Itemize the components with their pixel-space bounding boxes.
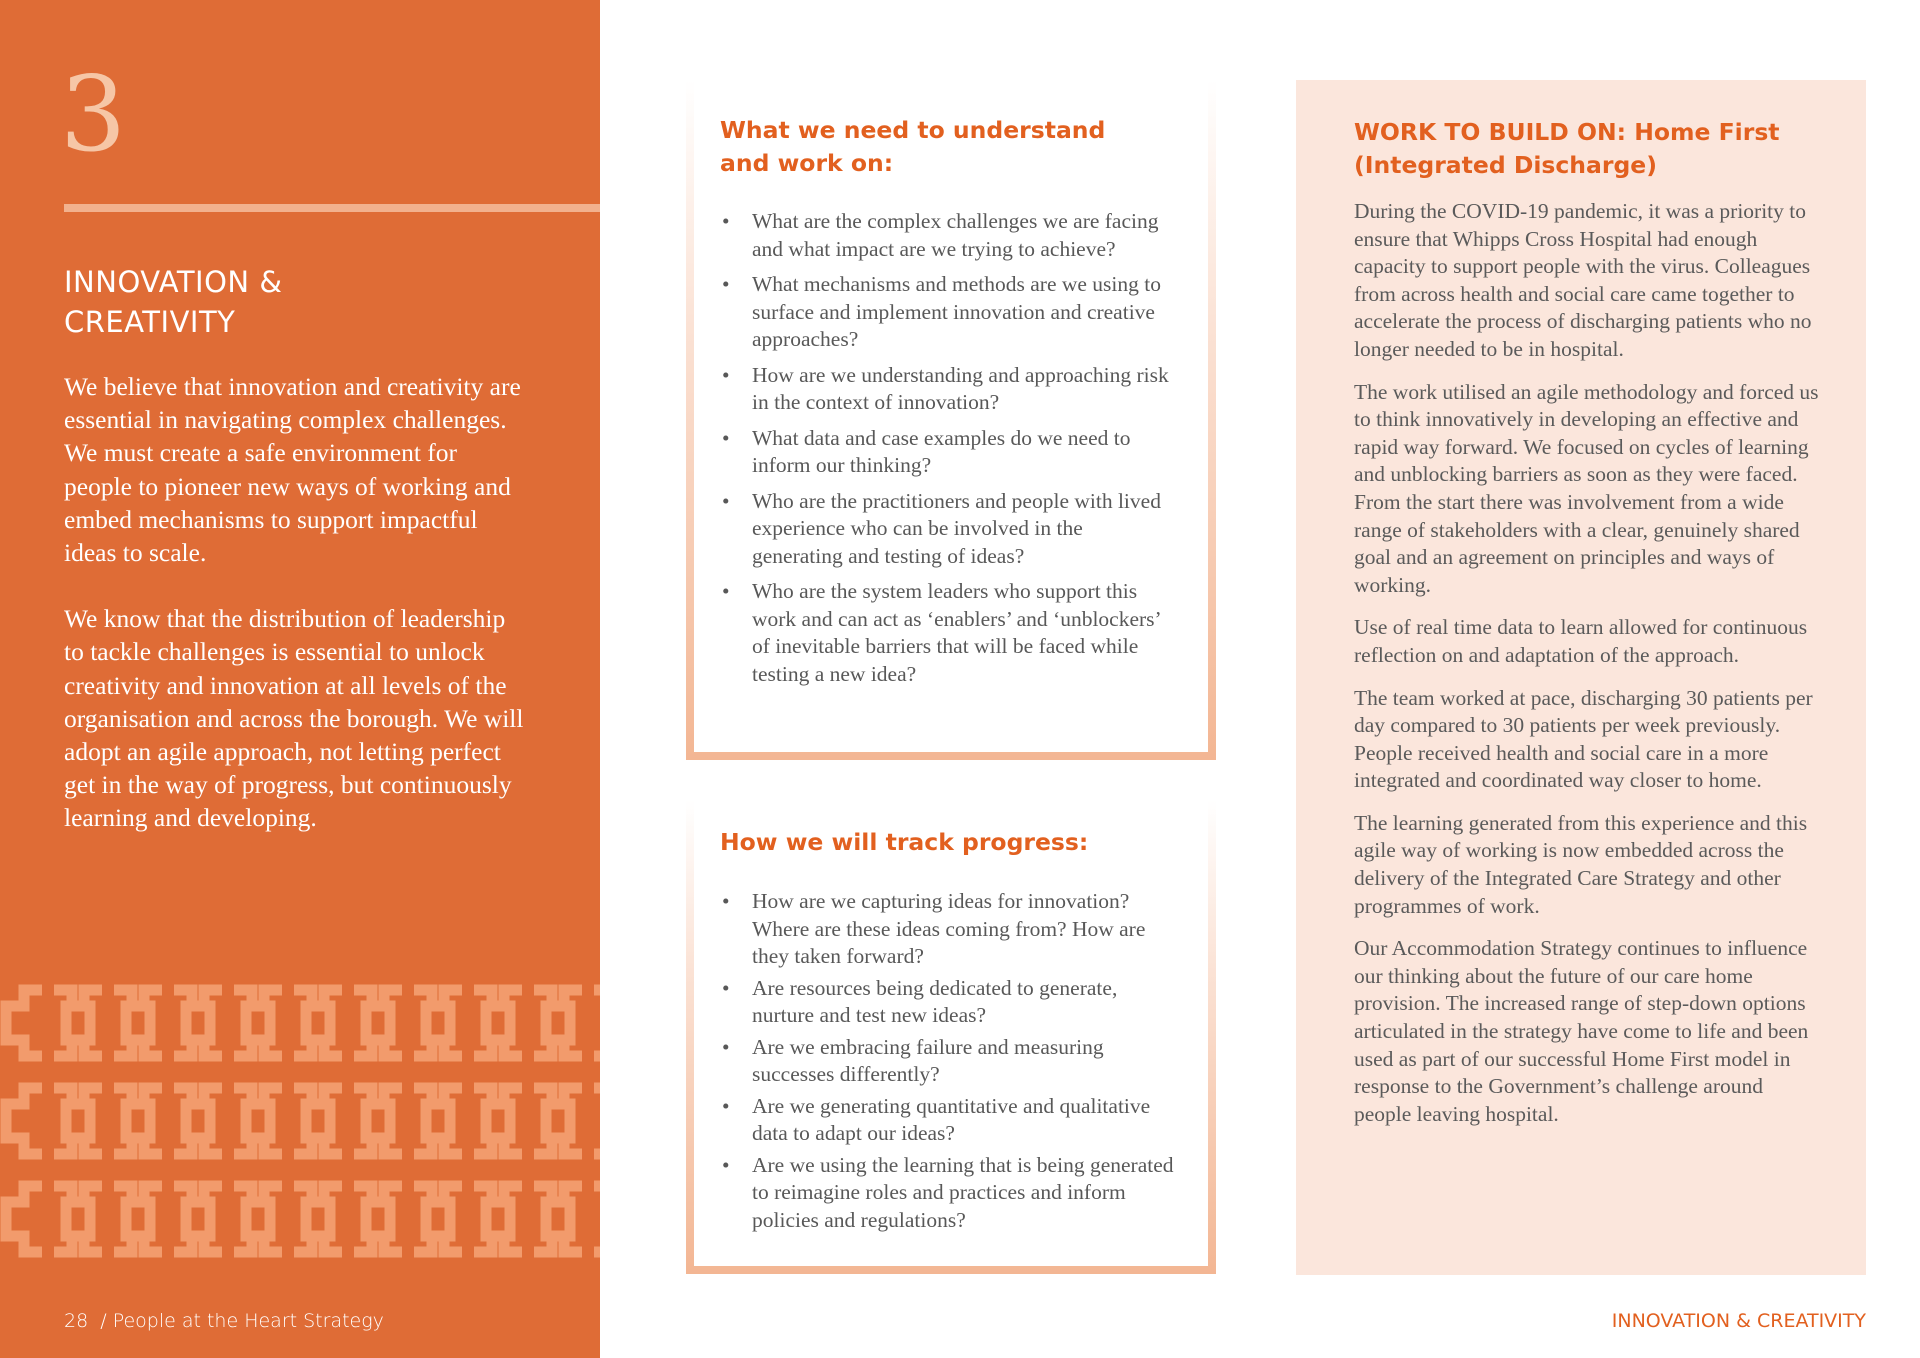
list-item: • What mechanisms and methods are we using to surface and implement innovation and creative approaches? bbox=[720, 271, 1170, 354]
understand-card bbox=[694, 80, 1208, 752]
case-study-paragraph: Our Accommodation Strategy continues to influence our thinking about the future of our care home provision. The increased range of step-down options articulated in the strategy have come to life and been used as part of our successful Home First model in response to the Government’s challenge around people leaving hospital. bbox=[1354, 936, 1809, 1126]
footer-separator: / bbox=[100, 1310, 107, 1332]
case-study-text bbox=[1354, 198, 1824, 1143]
intro-text bbox=[64, 370, 524, 868]
case-study-paragraph: Use of real time data to learn allowed for continuous reflection on and adaptation of the approach. bbox=[1354, 615, 1808, 667]
case-study-paragraph: During the COVID-19 pandemic, it was a priority to ensure that Whipps Cross Hospital had enough capacity to support people with the virus. Colleagues from across health and social care came together to accelerate the process of discharging patients who no longer needed to be in hospital. bbox=[1354, 199, 1812, 361]
document-title: People at the Heart Strategy bbox=[112, 1310, 384, 1332]
section-title-line-2: CREATIVITY bbox=[64, 305, 236, 339]
decorative-pattern bbox=[0, 980, 600, 1270]
list-item: • Are we embracing failure and measuring successes differently? bbox=[720, 1034, 1176, 1089]
section-footer-label: INNOVATION & CREATIVITY bbox=[1611, 1310, 1866, 1332]
case-study-title: WORK TO BUILD ON: Home First (Integrated Discharge) bbox=[1354, 118, 1780, 179]
case-study-paragraph: The learning generated from this experience and this agile way of working is now embedded across the delivery of the Integrated Care Strategy and other programmes of work. bbox=[1354, 810, 1808, 918]
list-item: • What data and case examples do we need to inform our thinking? bbox=[720, 425, 1170, 480]
pattern-row-1 bbox=[6, 990, 600, 1056]
section-title bbox=[64, 262, 282, 342]
section-title-line-1: INNOVATION & bbox=[64, 265, 283, 299]
pattern-row-2 bbox=[6, 1088, 600, 1154]
list-item: • Are resources being dedicated to generate, nurture and test new ideas? bbox=[720, 975, 1176, 1030]
page-number: 28 bbox=[64, 1310, 89, 1332]
case-study-box bbox=[1296, 80, 1866, 1275]
list-item: • How are we capturing ideas for innovation? Where are these ideas coming from? How are they taken forward? bbox=[720, 888, 1176, 971]
understand-card-title: What we need to understand and work on: bbox=[720, 116, 1106, 177]
case-study-paragraph: The team worked at pace, discharging 30 patients per day compared to 30 patients per week previously. People received health and social care in a more integrated and coordinated way closer to home. bbox=[1354, 685, 1813, 793]
list-item: • Are we using the learning that is being generated to reimagine roles and practices and inform policies and regulations? bbox=[720, 1152, 1176, 1235]
list-item: • What are the complex challenges we are facing and what impact are we trying to achieve? bbox=[720, 208, 1170, 263]
case-study-paragraph: The work utilised an agile methodology and forced us to think innovatively in developing an effective and rapid way forward. We focused on cycles of learning and unblocking barriers as soon as they were faced. From the start there was involvement from a wide range of stakeholders with a clear, genuinely shared goal and an agreement on principles and ways of working. bbox=[1354, 379, 1819, 597]
list-item: • Who are the system leaders who support this work and can act as ‘enablers’ and ‘unblockers’ of inevitable barriers that will be faced while testing a new idea? bbox=[720, 578, 1170, 688]
list-item: • Are we generating quantitative and qualitative data to adapt our ideas? bbox=[720, 1093, 1176, 1148]
pattern-row-3 bbox=[6, 1186, 600, 1252]
understand-list bbox=[720, 208, 1170, 688]
chapter-number: 3 bbox=[60, 53, 127, 175]
intro-paragraph-1: We believe that innovation and creativity are essential in navigating complex challenges. We must create a safe environment for people to pioneer new ways of working and embed mechanisms to support impactful ideas to scale. bbox=[64, 372, 521, 568]
progress-card bbox=[694, 800, 1208, 1266]
progress-card-title: How we will track progress: bbox=[720, 828, 1089, 856]
list-item: • How are we understanding and approaching risk in the context of innovation? bbox=[720, 362, 1170, 417]
intro-paragraph-2: We know that the distribution of leadership to tackle challenges is essential to unlock creativity and innovation at all levels of the organisation and across the borough. We will adopt an agile approach, not letting perfect get in the way of progress, but continuously learning and developing. bbox=[64, 604, 524, 833]
progress-list bbox=[720, 888, 1176, 1234]
page-footer-left bbox=[64, 1310, 384, 1332]
list-item: • Who are the practitioners and people with lived experience who can be involved in the generating and testing of ideas? bbox=[720, 488, 1170, 571]
divider-rule bbox=[64, 204, 600, 212]
left-panel bbox=[0, 0, 600, 1358]
